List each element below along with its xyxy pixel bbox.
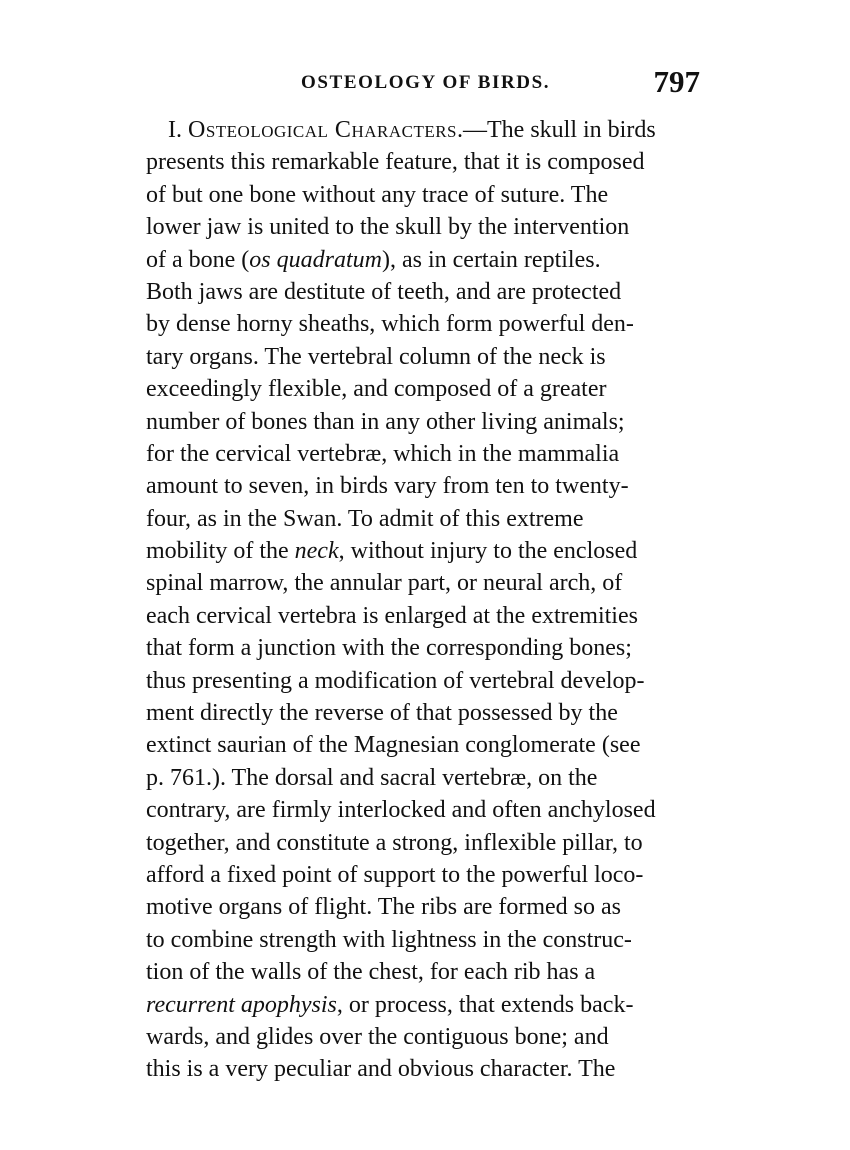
text-segment: that form a junction with the corresponding bones; xyxy=(146,635,632,662)
text-segment: by dense horny sheaths, which form powerful den- xyxy=(146,311,634,338)
text-line xyxy=(146,244,704,276)
text-segment: four, as in the Swan. To admit of this extreme xyxy=(146,505,584,532)
text-line xyxy=(146,859,704,891)
text-segment: of but one bone without any trace of suture. The xyxy=(146,181,609,208)
italic-term: neck xyxy=(294,538,339,565)
text-line xyxy=(146,146,704,178)
text-line xyxy=(146,373,704,405)
text-line xyxy=(146,276,704,308)
text-line xyxy=(146,406,704,438)
text-segment: for the cervical vertebræ, which in the mammalia xyxy=(146,440,620,467)
text-line xyxy=(146,114,704,146)
text-segment: lower jaw is united to the skull by the intervention xyxy=(146,214,630,241)
text-segment: exceedingly flexible, and composed of a greater xyxy=(146,376,607,403)
text-segment: motive organs of flight. The ribs are formed so as xyxy=(146,894,622,921)
italic-term: os quadratum xyxy=(249,246,382,273)
text-line xyxy=(146,211,704,243)
text-line xyxy=(146,1053,704,1085)
text-segment: each cervical vertebra is enlarged at the extremities xyxy=(146,602,638,629)
text-segment: p. 761.). The dorsal and sacral vertebræ, on the xyxy=(146,764,598,791)
text-segment: to combine strength with lightness in the construc- xyxy=(146,926,632,953)
text-segment: of a bone ( xyxy=(146,246,250,273)
text-segment: mobility of the xyxy=(146,538,295,565)
text-line xyxy=(146,341,704,373)
text-segment: spinal marrow, the annular part, or neural arch, of xyxy=(146,570,623,597)
text-line xyxy=(146,503,704,535)
text-line xyxy=(146,179,704,211)
text-line xyxy=(146,794,704,826)
text-line xyxy=(146,956,704,988)
text-segment: afford a fixed point of support to the powerful loco- xyxy=(146,861,644,888)
section-heading: Osteological Characters xyxy=(188,117,458,143)
section-number: I. xyxy=(168,117,188,143)
text-line xyxy=(146,729,704,761)
text-segment: wards, and glides over the contiguous bone; and xyxy=(146,1023,609,1050)
text-segment: presents this remarkable feature, that it is composed xyxy=(146,149,645,176)
text-segment: Both jaws are destitute of teeth, and are protected xyxy=(146,278,622,305)
text-segment: , or process, that extends back- xyxy=(336,991,634,1018)
running-title: OSTEOLOGY OF BIRDS. xyxy=(301,72,551,93)
running-head xyxy=(146,64,706,102)
text-segment: tion of the walls of the chest, for each rib has a xyxy=(146,959,596,986)
text-segment: number of bones than in any other living animals; xyxy=(146,408,625,435)
text-line xyxy=(146,665,704,697)
text-segment: thus presenting a modification of vertebral develop- xyxy=(146,667,645,694)
text-segment: together, and constitute a strong, inflexible pillar, to xyxy=(146,829,643,856)
text-segment: ment directly the reverse of that possessed by the xyxy=(146,700,618,727)
text-line xyxy=(146,1021,704,1053)
text-segment: this is a very peculiar and obvious character. The xyxy=(146,1056,616,1083)
text-line xyxy=(146,600,704,632)
body-text xyxy=(146,114,704,1086)
text-line xyxy=(146,827,704,859)
text-segment: , without injury to the enclosed xyxy=(338,538,638,565)
text-line xyxy=(146,632,704,664)
text-line xyxy=(146,762,704,794)
text-segment: amount to seven, in birds vary from ten to twenty- xyxy=(146,473,629,500)
text-line xyxy=(146,535,704,567)
text-line xyxy=(146,567,704,599)
text-line xyxy=(146,924,704,956)
text-line xyxy=(146,891,704,923)
text-segment: ), as in certain reptiles. xyxy=(381,246,601,273)
text-line xyxy=(146,697,704,729)
text-segment: tary organs. The vertebral column of the neck is xyxy=(146,343,606,370)
text-segment: extinct saurian of the Magnesian conglomerate (see xyxy=(146,732,641,759)
text-line xyxy=(146,989,704,1021)
text-segment: .—The skull in birds xyxy=(457,117,656,143)
text-line xyxy=(146,308,704,340)
text-line xyxy=(146,470,704,502)
text-line xyxy=(146,438,704,470)
page-number: 797 xyxy=(653,64,700,99)
text-segment: contrary, are firmly interlocked and often anchylosed xyxy=(146,797,656,824)
italic-term: recurrent apophysis xyxy=(146,991,337,1018)
